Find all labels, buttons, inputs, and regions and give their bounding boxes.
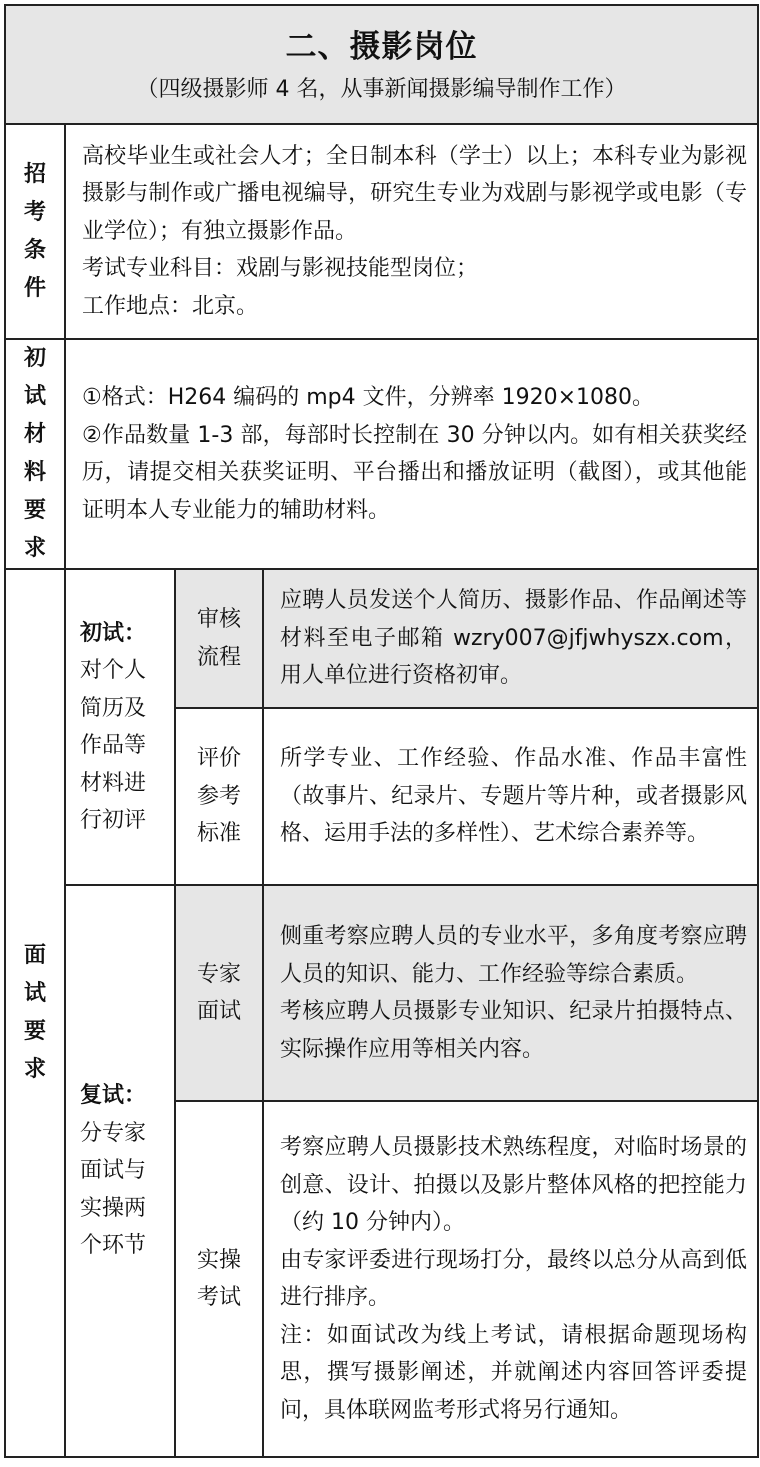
requirements-line: 工作地点：北京。	[82, 293, 259, 319]
practical-exam-line: 考察应聘人员摄影技术熟练程度，对临时场景的创意、设计、拍摄以及影片整体风格的把控能力（约 10 分钟内）。	[280, 1135, 747, 1235]
expert-interview-line: 考核应聘人员摄影专业知识、纪录片拍摄特点、实际操作应用等相关内容。	[280, 999, 747, 1062]
page-title: 二、摄影岗位	[285, 28, 478, 65]
preliminary-title: 初试：	[80, 620, 147, 646]
expert-interview-label: 专家 面试	[175, 885, 263, 1101]
table-header	[5, 5, 758, 124]
criteria-content	[263, 708, 758, 885]
expert-interview-content	[263, 885, 758, 1101]
second-stage: 复试： 分专家 面试与 实操两 个环节	[65, 885, 175, 1457]
practical-exam-label: 实操 考试	[175, 1101, 263, 1457]
requirements-content	[65, 124, 758, 339]
recruitment-table	[4, 4, 759, 1458]
criteria-label: 评价 参考 标准	[175, 708, 263, 885]
expert-interview-line: 侧重考察应聘人员的专业水平，多角度考察应聘人员的知识、能力、工作经验等综合素质。	[280, 924, 747, 987]
materials-line: ①格式：H264 编码的 mp4 文件，分辨率 1920×1080。	[82, 385, 655, 410]
materials-line: ②作品数量 1-3 部，每部时长控制在 30 分钟以内。如有相关获奖经历，请提交相关获奖证明、平台播出和播放证明（截图），或其他能证明本人专业能力的辅助材料。	[82, 422, 747, 523]
materials-label: 初 试 材 料 要 求	[5, 339, 65, 569]
practical-exam-content	[263, 1101, 758, 1457]
requirements-line: 高校毕业生或社会人才；全日制本科（学士）以上；本科专业为影视摄影与制作或广播电视编导，研究生专业为戏剧与影视学或电影（专业学位）；有独立摄影作品。	[82, 143, 747, 244]
second-title: 复试：	[80, 1083, 147, 1109]
review-process-content	[263, 569, 758, 708]
review-process-label: 审核 流程	[175, 569, 263, 708]
practical-exam-line: 由专家评委进行现场打分，最终以总分从高到低进行排序。	[280, 1247, 747, 1310]
materials-content	[65, 339, 758, 569]
interview-label: 面 试 要 求	[5, 569, 65, 1457]
requirements-line: 考试专业科目：戏剧与影视技能型岗位；	[82, 256, 479, 282]
preliminary-stage: 初试： 对个人 简历及 作品等 材料进 行初评	[65, 569, 175, 885]
criteria-text: 所学专业、工作经验、作品水准、作品丰富性（故事片、纪录片、专题片等片种，或者摄影风格、运用手法的多样性）、艺术综合素养等。	[280, 746, 747, 847]
review-process-text: 应聘人员发送个人简历、摄影作品、作品阐述等材料至电子邮箱 wzry007@jfjwhyszx.com，用人单位进行资格初审。	[280, 588, 747, 689]
practical-exam-line: 注：如面试改为线上考试，请根据命题现场构思，撰写摄影阐述，并就阐述内容回答评委提问，具体联网监考形式将另行通知。	[280, 1322, 747, 1423]
requirements-label: 招 考 条 件	[5, 124, 65, 339]
page-subtitle: （四级摄影师 4 名，从事新闻摄影编导制作工作）	[136, 76, 627, 102]
